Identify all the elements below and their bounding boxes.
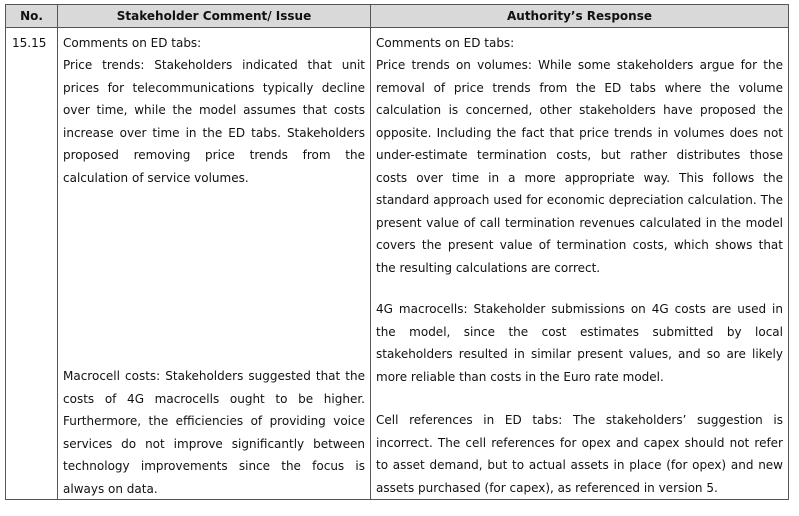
row-number-cell xyxy=(6,28,58,500)
header-stakeholder-comment: Stakeholder Comment/ Issue xyxy=(58,5,371,28)
comment-heading: Comments on ED tabs: xyxy=(63,36,202,50)
stakeholder-response-table xyxy=(5,4,789,500)
header-authority-response: Authority’s Response xyxy=(371,5,789,28)
comment-cell xyxy=(58,28,371,500)
response-cell-references: Cell references in ED tabs: The stakeholders’ suggestion is incorrect. The cell references for opex and capex should not refer to asset demand, but to actual assets in place (for opex) and new assets purchased (for capex), as referenced in version 5. xyxy=(376,413,783,495)
response-heading: Comments on ED tabs: xyxy=(376,36,515,50)
response-4g-macrocells: 4G macrocells: Stakeholder submissions on 4G costs are used in the model, since the cost estimates submitted by local stakeholders resulted in similar present values, and so are likely more reliable than costs in the Euro rate model. xyxy=(376,302,783,384)
table-row xyxy=(6,28,789,500)
response-cell xyxy=(371,28,789,500)
row-number: 15.15 xyxy=(12,36,47,50)
header-no: No. xyxy=(6,5,58,28)
response-price-trends: Price trends on volumes: While some stakeholders argue for the removal of price trends from the ED tabs where the volume calculation is concerned, other stakeholders have proposed the opposite. Including the fact that price trends in volumes does not under-estimate termination costs, but rather distributes those costs over time in a more appropriate way. This follows the standard approach used for economic depreciation calculation. The present value of call termination revenues calculated in the model covers the present value of termination costs, which shows that the resulting calculations are correct. xyxy=(376,58,783,275)
comment-price-trends: Price trends: Stakeholders indicated that unit prices for telecommunications typically decline over time, while the model assumes that costs increase over time in the ED tabs. Stakeholders proposed removing price trends from the calculation of service volumes. xyxy=(63,58,365,185)
table-header-row xyxy=(6,5,789,28)
comment-macrocell-costs: Macrocell costs: Stakeholders suggested that the costs of 4G macrocells ought to be higher. Furthermore, the efficiencies of providing voice services do not improve significantly between technology improvements since the focus is always on data. xyxy=(63,369,365,496)
